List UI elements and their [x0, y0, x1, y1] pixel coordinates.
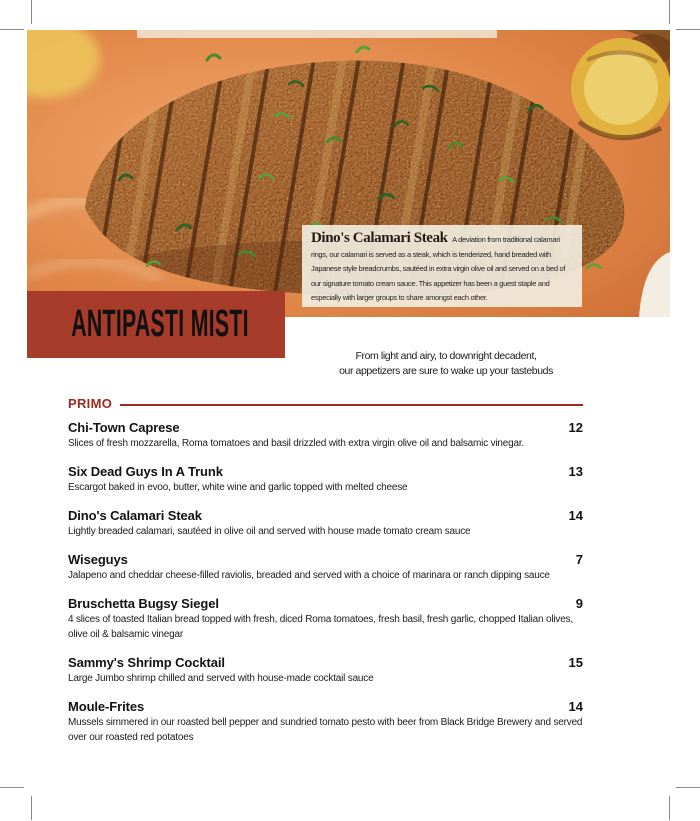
menu-item-header [68, 464, 583, 479]
menu-item-name: Wiseguys [68, 552, 128, 567]
menu-item [68, 699, 583, 745]
menu-item-header [68, 552, 583, 567]
photo-caption-box [302, 225, 582, 307]
menu-section-label: PRIMO [68, 396, 113, 411]
section-rule [120, 404, 583, 406]
crop-mark-bottom-left-v [31, 796, 32, 820]
dish-photo [27, 30, 670, 317]
crop-mark-top-left-v [31, 0, 32, 24]
menu-item-name: Chi-Town Caprese [68, 420, 180, 435]
menu-item-name: Dino's Calamari Steak [68, 508, 202, 523]
menu-item [68, 596, 583, 642]
menu-list [68, 397, 583, 758]
menu-item-description: Escargot baked in evoo, butter, white wine and garlic topped with melted cheese [68, 482, 408, 493]
tagline-line-1: From light and airy, to downright decadent, [355, 350, 537, 362]
tagline-line-2: our appetizers are sure to wake up your tastebuds [339, 365, 553, 377]
menu-item-header [68, 420, 583, 435]
menu-item-name: Six Dead Guys In A Trunk [68, 464, 223, 479]
menu-item-price: 14 [568, 508, 583, 523]
crop-mark-bottom-left-h [0, 787, 24, 788]
menu-item [68, 464, 583, 495]
section-title: ANTIPASTI MISTI [71, 303, 250, 345]
menu-item-header [68, 699, 583, 714]
menu-item [68, 552, 583, 583]
caption-body: A deviation from traditional calamari rings, our calamari is served as a steak, which is tenderized, hand breaded with Japanese style breadcrumbs, sautéed in extra virgin olive oil and served on a bed of our signature tomato cream sauce. This appetizer has been a guest staple and especially with larger groups to share amongst each other. [311, 235, 566, 302]
menu-item-price: 7 [575, 552, 583, 567]
menu-item-header [68, 655, 583, 670]
menu-item-description: Large Jumbo shrimp chilled and served with house-made cocktail sauce [68, 673, 374, 684]
menu-item [68, 655, 583, 686]
menu-item-header [68, 508, 583, 523]
menu-item-description: Jalapeno and cheddar cheese-filled raviolis, breaded and served with a choice of marinara or ranch dipping sauce [68, 570, 550, 581]
menu-item-price: 14 [568, 699, 583, 714]
menu-item-description: Slices of fresh mozzarella, Roma tomatoes and basil drizzled with extra virgin olive oil and balsamic vinegar. [68, 438, 524, 449]
section-banner [27, 291, 285, 358]
menu-item-name: Bruschetta Bugsy Siegel [68, 596, 219, 611]
crop-mark-top-left-h [0, 29, 24, 30]
menu-section-header [68, 397, 583, 411]
menu-item-price: 12 [568, 420, 583, 435]
menu-item [68, 420, 583, 451]
menu-item-price: 13 [568, 464, 583, 479]
caption-title: Dino's Calamari Steak [311, 230, 448, 246]
menu-item-name: Sammy's Shrimp Cocktail [68, 655, 225, 670]
menu-item-description: Mussels simmered in our roasted bell pepper and sundried tomato pesto with beer from Black Bridge Brewery and served over our roasted red potatoes [68, 717, 583, 743]
menu-item-price: 15 [568, 655, 583, 670]
tagline [286, 349, 606, 379]
menu-item-description: 4 slices of toasted Italian bread topped with fresh, diced Roma tomatoes, fresh basil, fresh garlic, chopped Italian olives, olive oil & balsamic vinegar [68, 614, 573, 640]
menu-item-price: 9 [575, 596, 583, 611]
crop-mark-top-right-h [676, 29, 700, 30]
menu-item [68, 508, 583, 539]
crop-mark-bottom-right-v [669, 796, 670, 820]
menu-item-header [68, 596, 583, 611]
crop-mark-top-right-v [669, 0, 670, 24]
grilled-lemon [571, 38, 670, 138]
plate-rim-highlight [137, 30, 497, 38]
menu-item-description: Lightly breaded calamari, sautéed in olive oil and served with house made tomato cream sauce [68, 526, 471, 537]
crop-mark-bottom-right-h [676, 787, 700, 788]
menu-item-name: Moule-Frites [68, 699, 145, 714]
